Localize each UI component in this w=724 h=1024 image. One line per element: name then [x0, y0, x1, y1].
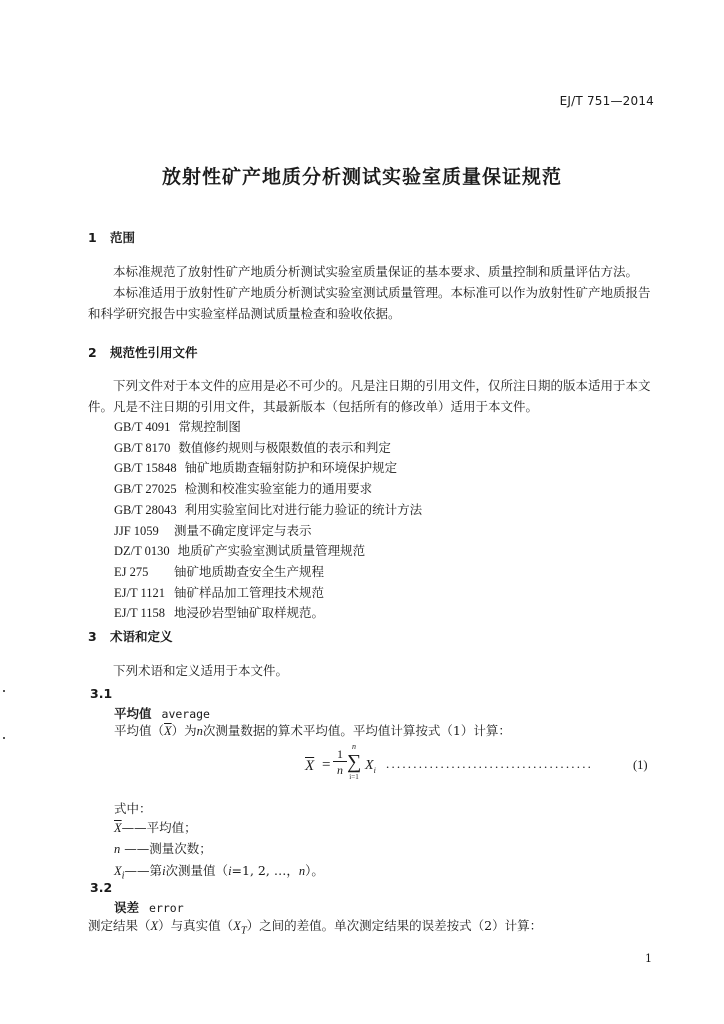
- definition-average: 平均值$(\overline{X})$为n次测量数据的算术平均值。平均值计算按式（1）计算：: [114, 723, 511, 738]
- reference-item: [114, 500, 422, 521]
- definition-error: 测定结果（X）与真实值$(X_T)$之间的差值。单次测定结果的误差按式（2）计算：: [88, 918, 543, 937]
- reference-code: GB/T 15848: [114, 461, 177, 476]
- reference-code: DZ/T 0130: [114, 544, 170, 559]
- section-title: 规范性引用文件: [110, 345, 198, 360]
- where-item-count: n ——测量次数；: [114, 841, 212, 856]
- formula-number: (1): [633, 758, 648, 772]
- reference-item: [114, 479, 422, 500]
- reference-code: EJ/T 1121: [114, 585, 166, 600]
- scope-paragraph-1: 本标准规范了放射性矿产地质分析测试实验室质量保证的基本要求、质量控制和质量评估方法。: [113, 264, 639, 279]
- reference-code: GB/T 8170: [114, 440, 171, 455]
- reference-item: [114, 458, 422, 479]
- symbol-n: n: [196, 724, 203, 738]
- section-heading-scope: [88, 228, 135, 246]
- clause-number: 3.1: [90, 686, 113, 701]
- term-heading-average: [114, 704, 210, 722]
- formula-equals: =: [322, 757, 331, 773]
- term-zh: 误差: [114, 900, 140, 915]
- formula-1: [300, 744, 660, 794]
- reference-item: [114, 521, 422, 542]
- reference-title: 铀矿地质勘查辐射防护和环境保护规定: [184, 460, 398, 476]
- reference-title: 地浸砂岩型铀矿取样规范。: [174, 605, 325, 621]
- reference-title: 数值修约规则与极限数值的表示和判定: [178, 439, 391, 455]
- reference-title: 测量不确定度评定与表示: [174, 522, 312, 538]
- reference-item: [114, 438, 422, 459]
- reference-item: [114, 541, 422, 562]
- reference-code: EJ/T 1158: [114, 606, 166, 621]
- reference-code: GB/T 28043: [114, 502, 177, 517]
- normative-intro-paragraph: 下列文件对于本文件的应用是必不可少的。凡是注日期的引用文件，仅所注日期的版本适用于本文件。凡是不注日期的引用文件，其最新版本（包括所有的修改单）适用于本文件。: [88, 378, 651, 414]
- reference-title: 铀矿地质勘查安全生产规程: [174, 563, 325, 579]
- standard-number: EJ/T 751—2014: [559, 94, 654, 108]
- section-number: 1: [88, 230, 97, 245]
- reference-list: [114, 417, 422, 624]
- where-label: 式中：: [114, 801, 152, 816]
- section-title: 范围: [110, 230, 136, 245]
- reference-title: 地质矿产实验室测试质量管理规范: [177, 543, 366, 559]
- reference-title: 检测和校准实验室能力的通用要求: [184, 481, 373, 497]
- reference-item: [114, 562, 422, 583]
- reference-item: [114, 417, 422, 438]
- section-title: 术语和定义: [110, 629, 173, 644]
- reference-code: EJ 275: [114, 564, 149, 579]
- terms-intro-paragraph: 下列术语和定义适用于本文件。: [113, 663, 289, 678]
- section-number: 2: [88, 345, 97, 360]
- reference-item: [114, 583, 422, 604]
- reference-title: 利用实验室间比对进行能力验证的统计方法: [184, 501, 423, 517]
- reference-code: JJF 1059: [114, 523, 159, 538]
- term-zh: 平均值: [114, 706, 152, 721]
- page-number: 1: [645, 952, 652, 965]
- where-item-average: $\overline{X}——$平均值；: [114, 820, 197, 835]
- reference-code: GB/T 4091: [114, 420, 171, 434]
- section-number: 3: [88, 629, 97, 644]
- formula-fraction: $\frac{1}{n}$: [333, 747, 347, 778]
- scan-speck: [3, 690, 5, 692]
- where-item-measurement: $X_i——$第i次测量值（i=1, 2, …，n）。: [114, 863, 324, 882]
- scan-speck: [3, 737, 5, 739]
- section-heading-terms: [88, 627, 173, 645]
- formula-leader-dots: ......................................: [386, 756, 594, 771]
- section-heading-normative-references: [88, 343, 198, 361]
- reference-code: GB/T 27025: [114, 482, 177, 497]
- clause-number: 3.2: [90, 880, 113, 895]
- term-heading-error: [114, 898, 184, 916]
- formula-lhs: $\overline{X}$: [305, 758, 315, 774]
- reference-title: 铀矿样品加工管理技术规范: [174, 584, 325, 600]
- reference-item: [114, 603, 422, 624]
- document-title: 放射性矿产地质分析测试实验室质量保证规范: [161, 166, 562, 188]
- term-en: error: [149, 901, 184, 915]
- formula-summation: n ∑ i=1: [347, 742, 362, 781]
- term-en: average: [161, 707, 210, 721]
- symbol-x-bar: $\overline{X}$: [164, 724, 172, 738]
- formula-term: $X_i$: [365, 758, 376, 775]
- reference-title: 常规控制图: [178, 419, 241, 434]
- scope-paragraph-2: 本标准适用于放射性矿产地质分析测试实验室测试质量管理。本标准可以作为放射性矿产地质报告和科学研究报告中实验室样品测试质量检查和验收依据。: [88, 285, 651, 321]
